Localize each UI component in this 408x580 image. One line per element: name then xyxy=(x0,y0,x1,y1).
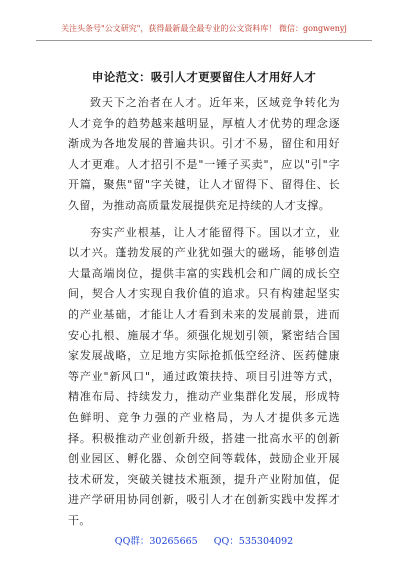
footer-qq-number: QQ：535304092 xyxy=(213,536,294,547)
document-body xyxy=(68,93,340,531)
footer-contact xyxy=(0,536,408,548)
paragraph-industry: 夯实产业根基，让人才能留得下。国以才立，业以才兴。蓬勃发展的产业犹如强大的磁场，能够创造大量高端岗位，提供丰富的实践机会和广阔的成长空间，契合人才实现自我价值的追求。只有构建起坚实的产业基础，才能让人才看到未来的发展前景，进而安心扎根、施展才华。须强化规划引领，紧密结合国家发展战略，立足地方实际抢抓低空经济、医药健康等产业"新风口"，通过政策扶持、项目引进等方式，精准布局、持续发力，推动产业集群化发展，形成特色鲜明、竞争力强的产业格局，为人才提供多元选择。积极推动产业创新升级，搭建一批高水平的创新创业园区、孵化器、众创空间等载体，鼓励企业开展技术研发，突破关键技术瓶颈，提升产业附加值，促进产学研用协同创新，吸引人才在创新实践中发挥才干。 xyxy=(68,225,340,527)
document-title: 申论范文：吸引人才更要留住人才用好人才 xyxy=(91,70,317,84)
header-banner: 关注头条号"公文研究"，获得最新最全最专业的公文资料库！ 微信：gongwenyj xyxy=(61,24,347,33)
header-divider xyxy=(36,40,372,41)
footer-qq-group: QQ群：30265665 xyxy=(114,536,198,547)
paragraph-intro: 致天下之治者在人才。近年来，区域竞争转化为人才竞争的趋势越来越明显，厚植人才优势的理念逐渐成为各地发展的普遍共识。引才不易，留住和用好人才更难。人才招引不是"一锤子买卖"，应以"引"字开篇，聚焦"留"字关键，让人才留得下、留得住、长久留，为推动高质量发展提供充足持续的人才支撑。 xyxy=(68,96,340,212)
